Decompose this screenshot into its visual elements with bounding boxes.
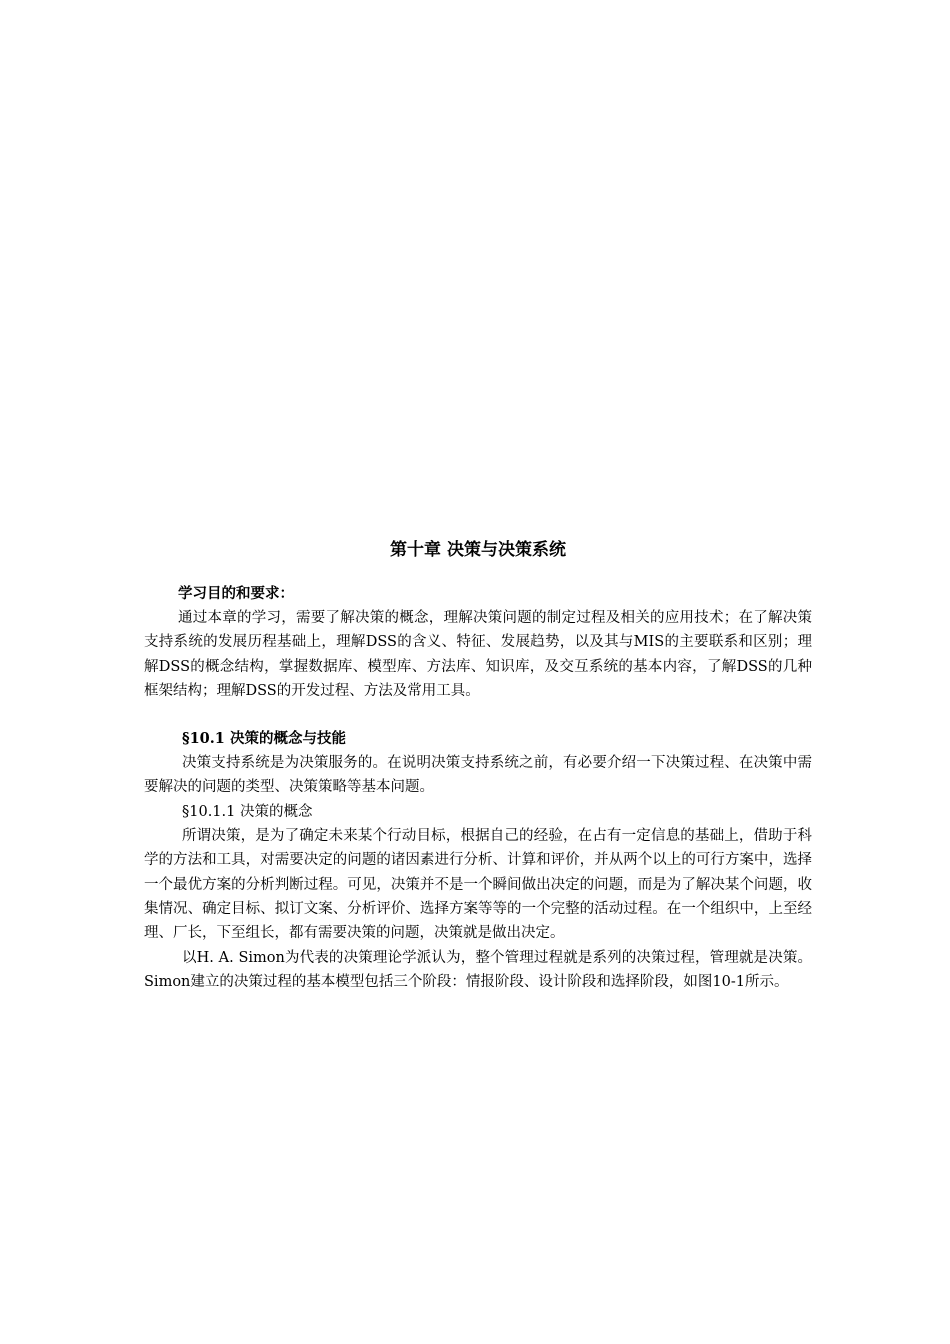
section-spacer [144,703,812,727]
objectives-heading: 学习目的和要求： [178,585,294,602]
document-body [144,536,812,994]
section-heading: §10.1 决策的概念与技能 [182,730,346,748]
objectives-paragraph: 通过本章的学习，需要了解决策的概念，理解决策问题的制定过程及相关的应用技术；在了解决策支持系统的发展历程基础上，理解DSS的含义、特征、发展趋势，以及其与MIS的主要联系和区别；理解DSS的概念结构，掌握数据库、模型库、方法库、知识库，及交互系统的基本内容，了解DSS的几种框架结构；理解DSS的开发过程、方法及常用工具。 [144,610,812,699]
decision-concept-paragraph: 所谓决策，是为了确定未来某个行动目标，根据自己的经验，在占有一定信息的基础上，借助于科学的方法和工具，对需要决定的问题的诸因素进行分析、计算和评价，并从两个以上的可行方案中，选择一个最优方案的分析判断过程。可见，决策并不是一个瞬间做出决定的问题，而是为了解决某个问题，收集情况、确定目标、拟订文案、分析评价、选择方案等等的一个完整的活动过程。在一个组织中，上至经理、厂长，下至组长，都有需要决策的问题，决策就是做出决定。 [144,828,812,942]
section-intro-paragraph: 决策支持系统是为决策服务的。在说明决策支持系统之前，有必要介绍一下决策过程、在决策中需要解决的问题的类型、决策策略等基本问题。 [144,755,812,796]
subsection-heading: §10.1.1 决策的概念 [182,803,313,820]
simon-model-paragraph: 以H. A. Simon为代表的决策理论学派认为，整个管理过程就是系列的决策过程，管理就是决策。Simon建立的决策过程的基本模型包括三个阶段：情报阶段、设计阶段和选择阶段，如图10-1所示。 [144,949,812,990]
chapter-title: 第十章 决策与决策系统 [390,540,566,560]
